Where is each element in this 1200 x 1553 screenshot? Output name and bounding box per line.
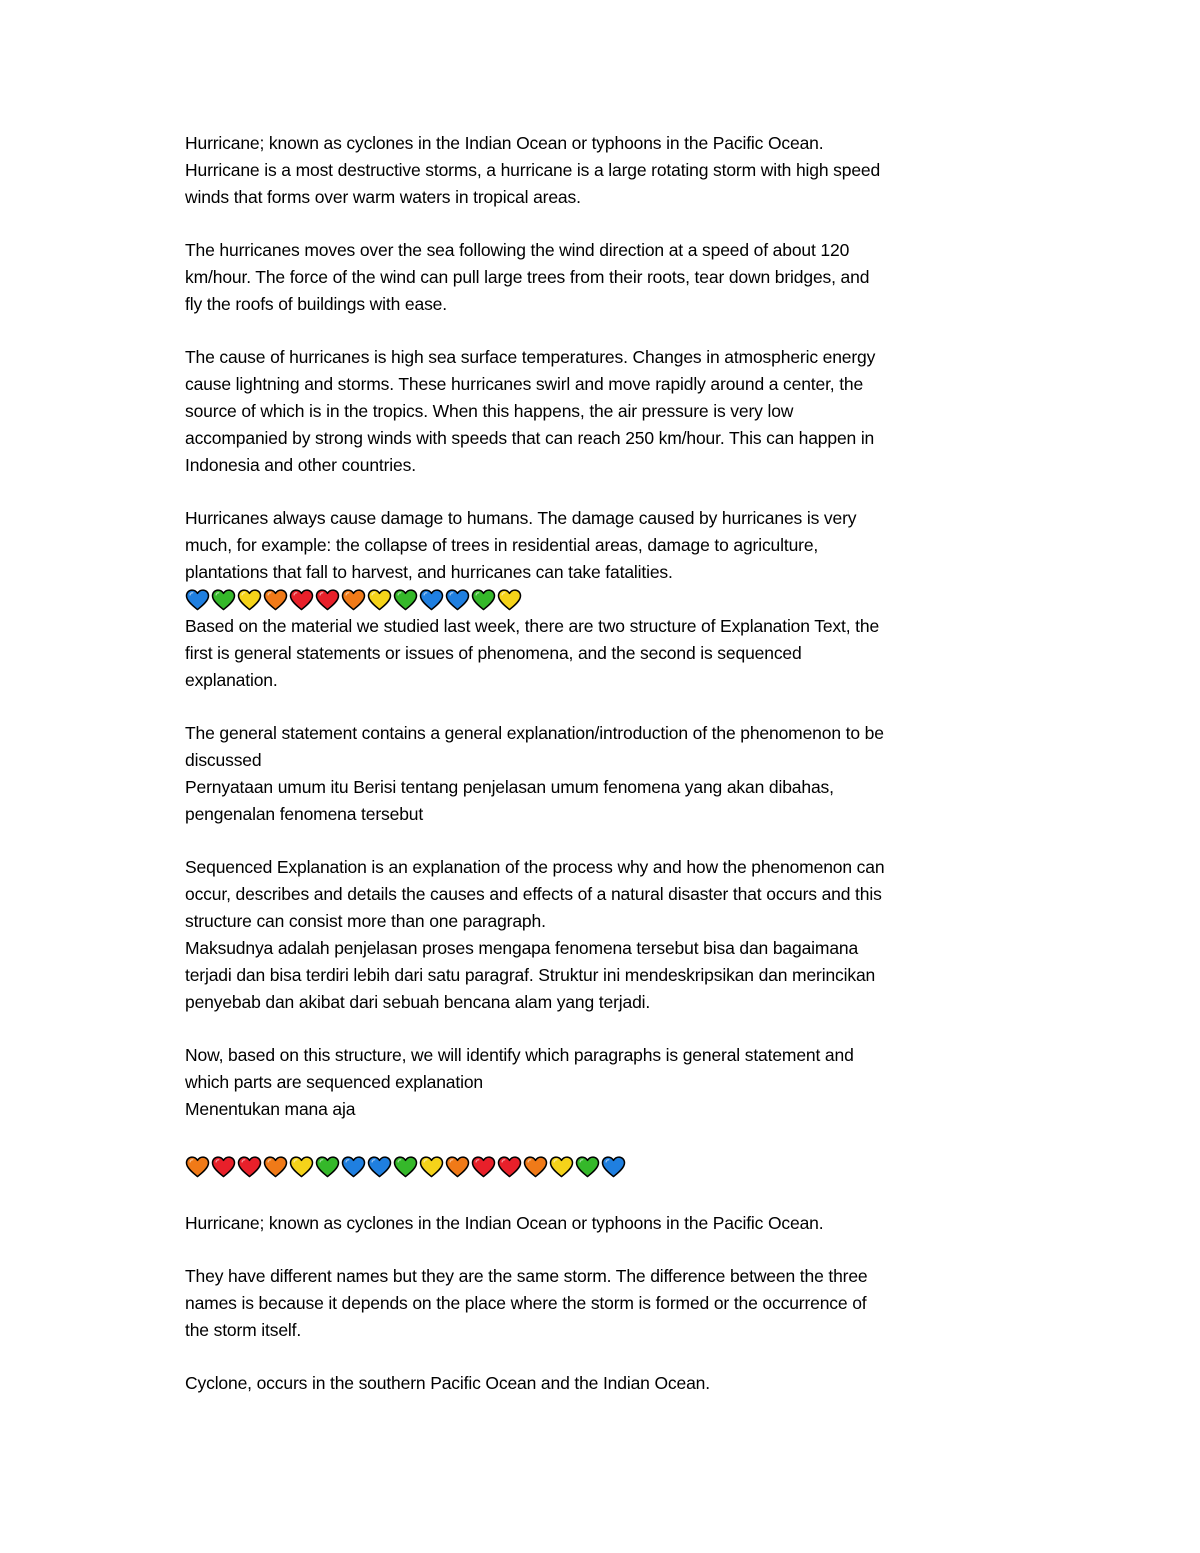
- paragraph-sequenced-explanation: [185, 854, 1025, 1016]
- text-line: names is because it depends on the place where the storm is formed or the occurrence of: [185, 1293, 867, 1313]
- text-line: first is general statements or issues of phenomena, and the second is sequenced: [185, 643, 802, 663]
- blue-heart-icon: [341, 1156, 366, 1178]
- text-line: Pernyataan umum itu Berisi tentang penjelasan umum fenomena yang akan dibahas,: [185, 777, 834, 797]
- blue-heart-icon: [601, 1156, 626, 1178]
- green-heart-icon: [393, 589, 418, 611]
- text-line: source of which is in the tropics. When this happens, the air pressure is very low: [185, 401, 794, 421]
- text-line: Hurricane is a most destructive storms, a hurricane is a large rotating storm with high speed: [185, 160, 881, 180]
- text-line: structure can consist more than one paragraph.: [185, 911, 546, 931]
- text-line: accompanied by strong winds with speeds that can reach 250 km/hour. This can happen in: [185, 428, 875, 448]
- green-heart-icon: [315, 1156, 340, 1178]
- text-line: penyebab dan akibat dari sebuah bencana alam yang terjadi.: [185, 992, 651, 1012]
- paragraph-general-statement: [185, 720, 1025, 828]
- yellow-heart-icon: [419, 1156, 444, 1178]
- text-line: Indonesia and other countries.: [185, 455, 416, 475]
- orange-heart-icon: [445, 1156, 470, 1178]
- text-line: The hurricanes moves over the sea following the wind direction at a speed of about 120: [185, 240, 850, 260]
- paragraph-cause: [185, 344, 1025, 479]
- heart-divider-2: [185, 1152, 1025, 1182]
- blue-heart-icon: [445, 589, 470, 611]
- text-line: Hurricane; known as cyclones in the Indian Ocean or typhoons in the Pacific Ocean.: [185, 133, 824, 153]
- red-heart-icon: [211, 1156, 236, 1178]
- text-line: explanation.: [185, 670, 278, 690]
- text-line: plantations that fall to harvest, and hurricanes can take fatalities.: [185, 562, 673, 582]
- text-line: which parts are sequenced explanation: [185, 1072, 483, 1092]
- text-line: terjadi dan bisa terdiri lebih dari satu paragraf. Struktur ini mendeskripsikan dan merincikan: [185, 965, 876, 985]
- text-line: Based on the material we studied last week, there are two structure of Explanation Text, the: [185, 616, 880, 636]
- red-heart-icon: [497, 1156, 522, 1178]
- text-line: Sequenced Explanation is an explanation of the process why and how the phenomenon can: [185, 857, 885, 877]
- paragraph-movement: [185, 237, 1025, 318]
- green-heart-icon: [471, 589, 496, 611]
- paragraph-hurricane-names: [185, 1210, 1025, 1237]
- paragraph-intro: [185, 130, 1025, 211]
- orange-heart-icon: [185, 1156, 210, 1178]
- green-heart-icon: [393, 1156, 418, 1178]
- green-heart-icon: [211, 589, 236, 611]
- text-line: The cause of hurricanes is high sea surface temperatures. Changes in atmospheric energy: [185, 347, 876, 367]
- document-body: [185, 130, 1025, 1397]
- text-line: They have different names but they are the same storm. The difference between the three: [185, 1266, 868, 1286]
- text-line: fly the roofs of buildings with ease.: [185, 294, 447, 314]
- red-heart-icon: [471, 1156, 496, 1178]
- text-line: Maksudnya adalah penjelasan proses mengapa fenomena tersebut bisa dan bagaimana: [185, 938, 859, 958]
- green-heart-icon: [575, 1156, 600, 1178]
- text-line: occur, describes and details the causes and effects of a natural disaster that occurs and this: [185, 884, 882, 904]
- paragraph-cyclone: [185, 1370, 1025, 1397]
- blue-heart-icon: [419, 589, 444, 611]
- yellow-heart-icon: [237, 589, 262, 611]
- text-line: The general statement contains a general explanation/introduction of the phenomenon to be: [185, 723, 884, 743]
- orange-heart-icon: [341, 589, 366, 611]
- paragraph-damage: [185, 505, 1025, 586]
- text-line: Cyclone, occurs in the southern Pacific Ocean and the Indian Ocean.: [185, 1373, 710, 1393]
- yellow-heart-icon: [289, 1156, 314, 1178]
- text-line: cause lightning and storms. These hurricanes swirl and move rapidly around a center, the: [185, 374, 864, 394]
- paragraph-different-names: [185, 1263, 1025, 1344]
- text-line: winds that forms over warm waters in tropical areas.: [185, 187, 581, 207]
- orange-heart-icon: [263, 589, 288, 611]
- orange-heart-icon: [263, 1156, 288, 1178]
- text-line: km/hour. The force of the wind can pull large trees from their roots, tear down bridges, and: [185, 267, 870, 287]
- text-line: discussed: [185, 750, 262, 770]
- heart-divider-1: [185, 586, 1025, 613]
- paragraph-identify: [185, 1042, 1025, 1123]
- paragraph-structure: [185, 613, 1025, 694]
- red-heart-icon: [289, 589, 314, 611]
- text-line: Hurricane; known as cyclones in the Indian Ocean or typhoons in the Pacific Ocean.: [185, 1213, 824, 1233]
- text-line: Now, based on this structure, we will identify which paragraphs is general statement and: [185, 1045, 854, 1065]
- blue-heart-icon: [367, 1156, 392, 1178]
- yellow-heart-icon: [367, 589, 392, 611]
- text-line: pengenalan fenomena tersebut: [185, 804, 424, 824]
- yellow-heart-icon: [549, 1156, 574, 1178]
- red-heart-icon: [237, 1156, 262, 1178]
- text-line: Hurricanes always cause damage to humans. The damage caused by hurricanes is very: [185, 508, 857, 528]
- red-heart-icon: [315, 589, 340, 611]
- yellow-heart-icon: [497, 589, 522, 611]
- orange-heart-icon: [523, 1156, 548, 1178]
- text-line: much, for example: the collapse of trees in residential areas, damage to agriculture,: [185, 535, 819, 555]
- text-line: the storm itself.: [185, 1320, 302, 1340]
- blue-heart-icon: [185, 589, 210, 611]
- text-line: Menentukan mana aja: [185, 1099, 356, 1119]
